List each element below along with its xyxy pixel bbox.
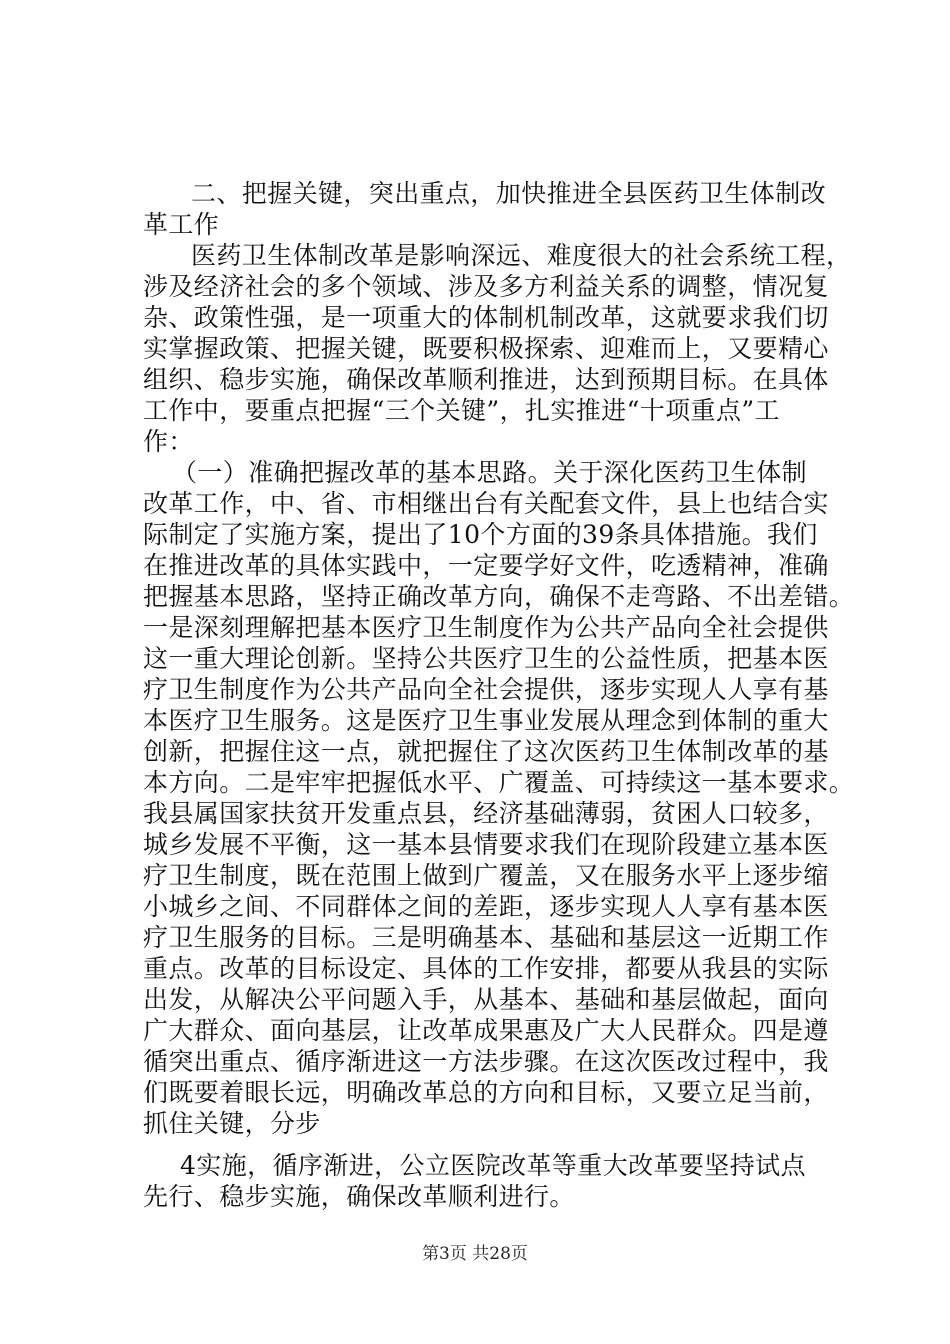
paragraph-line: 疗卫生制度作为公共产品向全社会提供，逐步实现人人享有基 — [143, 675, 829, 704]
paragraph-line: 先行、稳步实施，确保改革顺利进行。 — [143, 1182, 575, 1211]
paragraph-line: 小城乡之间、不同群体之间的差距，逐步实现人人享有基本医 — [143, 892, 829, 921]
page-number-footer: 第3页 共28页 — [422, 1244, 528, 1264]
paragraph-line: 一是深刻理解把基本医疗卫生制度作为公共产品向全社会提供 — [143, 613, 829, 642]
section-heading-line-2: 革工作 — [143, 210, 220, 239]
paragraph-line: 作： — [143, 427, 194, 456]
paragraph-line: 我县属国家扶贫开发重点县，经济基础薄弱，贫困人口较多， — [143, 799, 829, 828]
paragraph-line: 4实施，循序渐进，公立医院改革等重大改革要坚持试点 — [180, 1151, 806, 1180]
paragraph-line: 工作中，要重点把握“三个关键”，扎实推进“十项重点”工 — [143, 396, 780, 425]
paragraph-line: 本医疗卫生服务。这是医疗卫生事业发展从理念到体制的重大 — [143, 706, 829, 735]
paragraph-line: 际制定了实施方案，提出了10个方面的39条具体措施。我们 — [143, 520, 818, 549]
paragraph-line: 广大群众、面向基层，让改革成果惠及广大人民群众。四是遵 — [143, 1016, 829, 1045]
section-heading-line-1: 二、把握关键，突出重点，加快推进全县医药卫生体制改 — [191, 179, 827, 208]
paragraph-line: 疗卫生服务的目标。三是明确基本、基础和基层这一近期工作 — [143, 923, 829, 952]
paragraph-line: 这一重大理论创新。坚持公共医疗卫生的公益性质，把基本医 — [143, 644, 829, 673]
paragraph-line: 把握基本思路，坚持正确改革方向，确保不走弯路、不出差错。 — [143, 582, 855, 611]
paragraph-line: 循突出重点、循序渐进这一方法步骤。在这次医改过程中，我 — [143, 1047, 829, 1076]
paragraph-line: 城乡发展不平衡，这一基本县情要求我们在现阶段建立基本医 — [143, 830, 829, 859]
paragraph-line: 出发，从解决公平问题入手，从基本、基础和基层做起，面向 — [143, 985, 829, 1014]
paragraph-line: 创新，把握住这一点，就把握住了这次医药卫生体制改革的基 — [143, 737, 829, 766]
paragraph-line: 们既要着眼长远，明确改革总的方向和目标，又要立足当前， — [143, 1078, 829, 1107]
paragraph-line: 医药卫生体制改革是影响深远、难度很大的社会系统工程， — [191, 241, 852, 270]
paragraph-line: 在推进改革的具体实践中，一定要学好文件，吃透精神，准确 — [143, 551, 829, 580]
paragraph-line: 本方向。二是牢牢把握低水平、广覆盖、可持续这一基本要求。 — [143, 768, 855, 797]
paragraph-line: 重点。改革的目标设定、具体的工作安排，都要从我县的实际 — [143, 954, 829, 983]
paragraph-line: 抓住关键，分步 — [143, 1109, 321, 1138]
paragraph-line: 改革工作，中、省、市相继出台有关配套文件，县上也结合实 — [143, 489, 829, 518]
paragraph-line: （一）准确把握改革的基本思路。关于深化医药卫生体制 — [172, 458, 808, 487]
paragraph-line: 实掌握政策、把握关键，既要积极探索、迎难而上，又要精心 — [143, 334, 829, 363]
paragraph-line: 疗卫生制度，既在范围上做到广覆盖，又在服务水平上逐步缩 — [143, 861, 829, 890]
paragraph-line: 杂、政策性强，是一项重大的体制机制改革，这就要求我们切 — [143, 303, 829, 332]
paragraph-line: 组织、稳步实施，确保改革顺利推进，达到预期目标。在具体 — [143, 365, 829, 394]
paragraph-line: 涉及经济社会的多个领域、涉及多方利益关系的调整，情况复 — [143, 272, 829, 301]
